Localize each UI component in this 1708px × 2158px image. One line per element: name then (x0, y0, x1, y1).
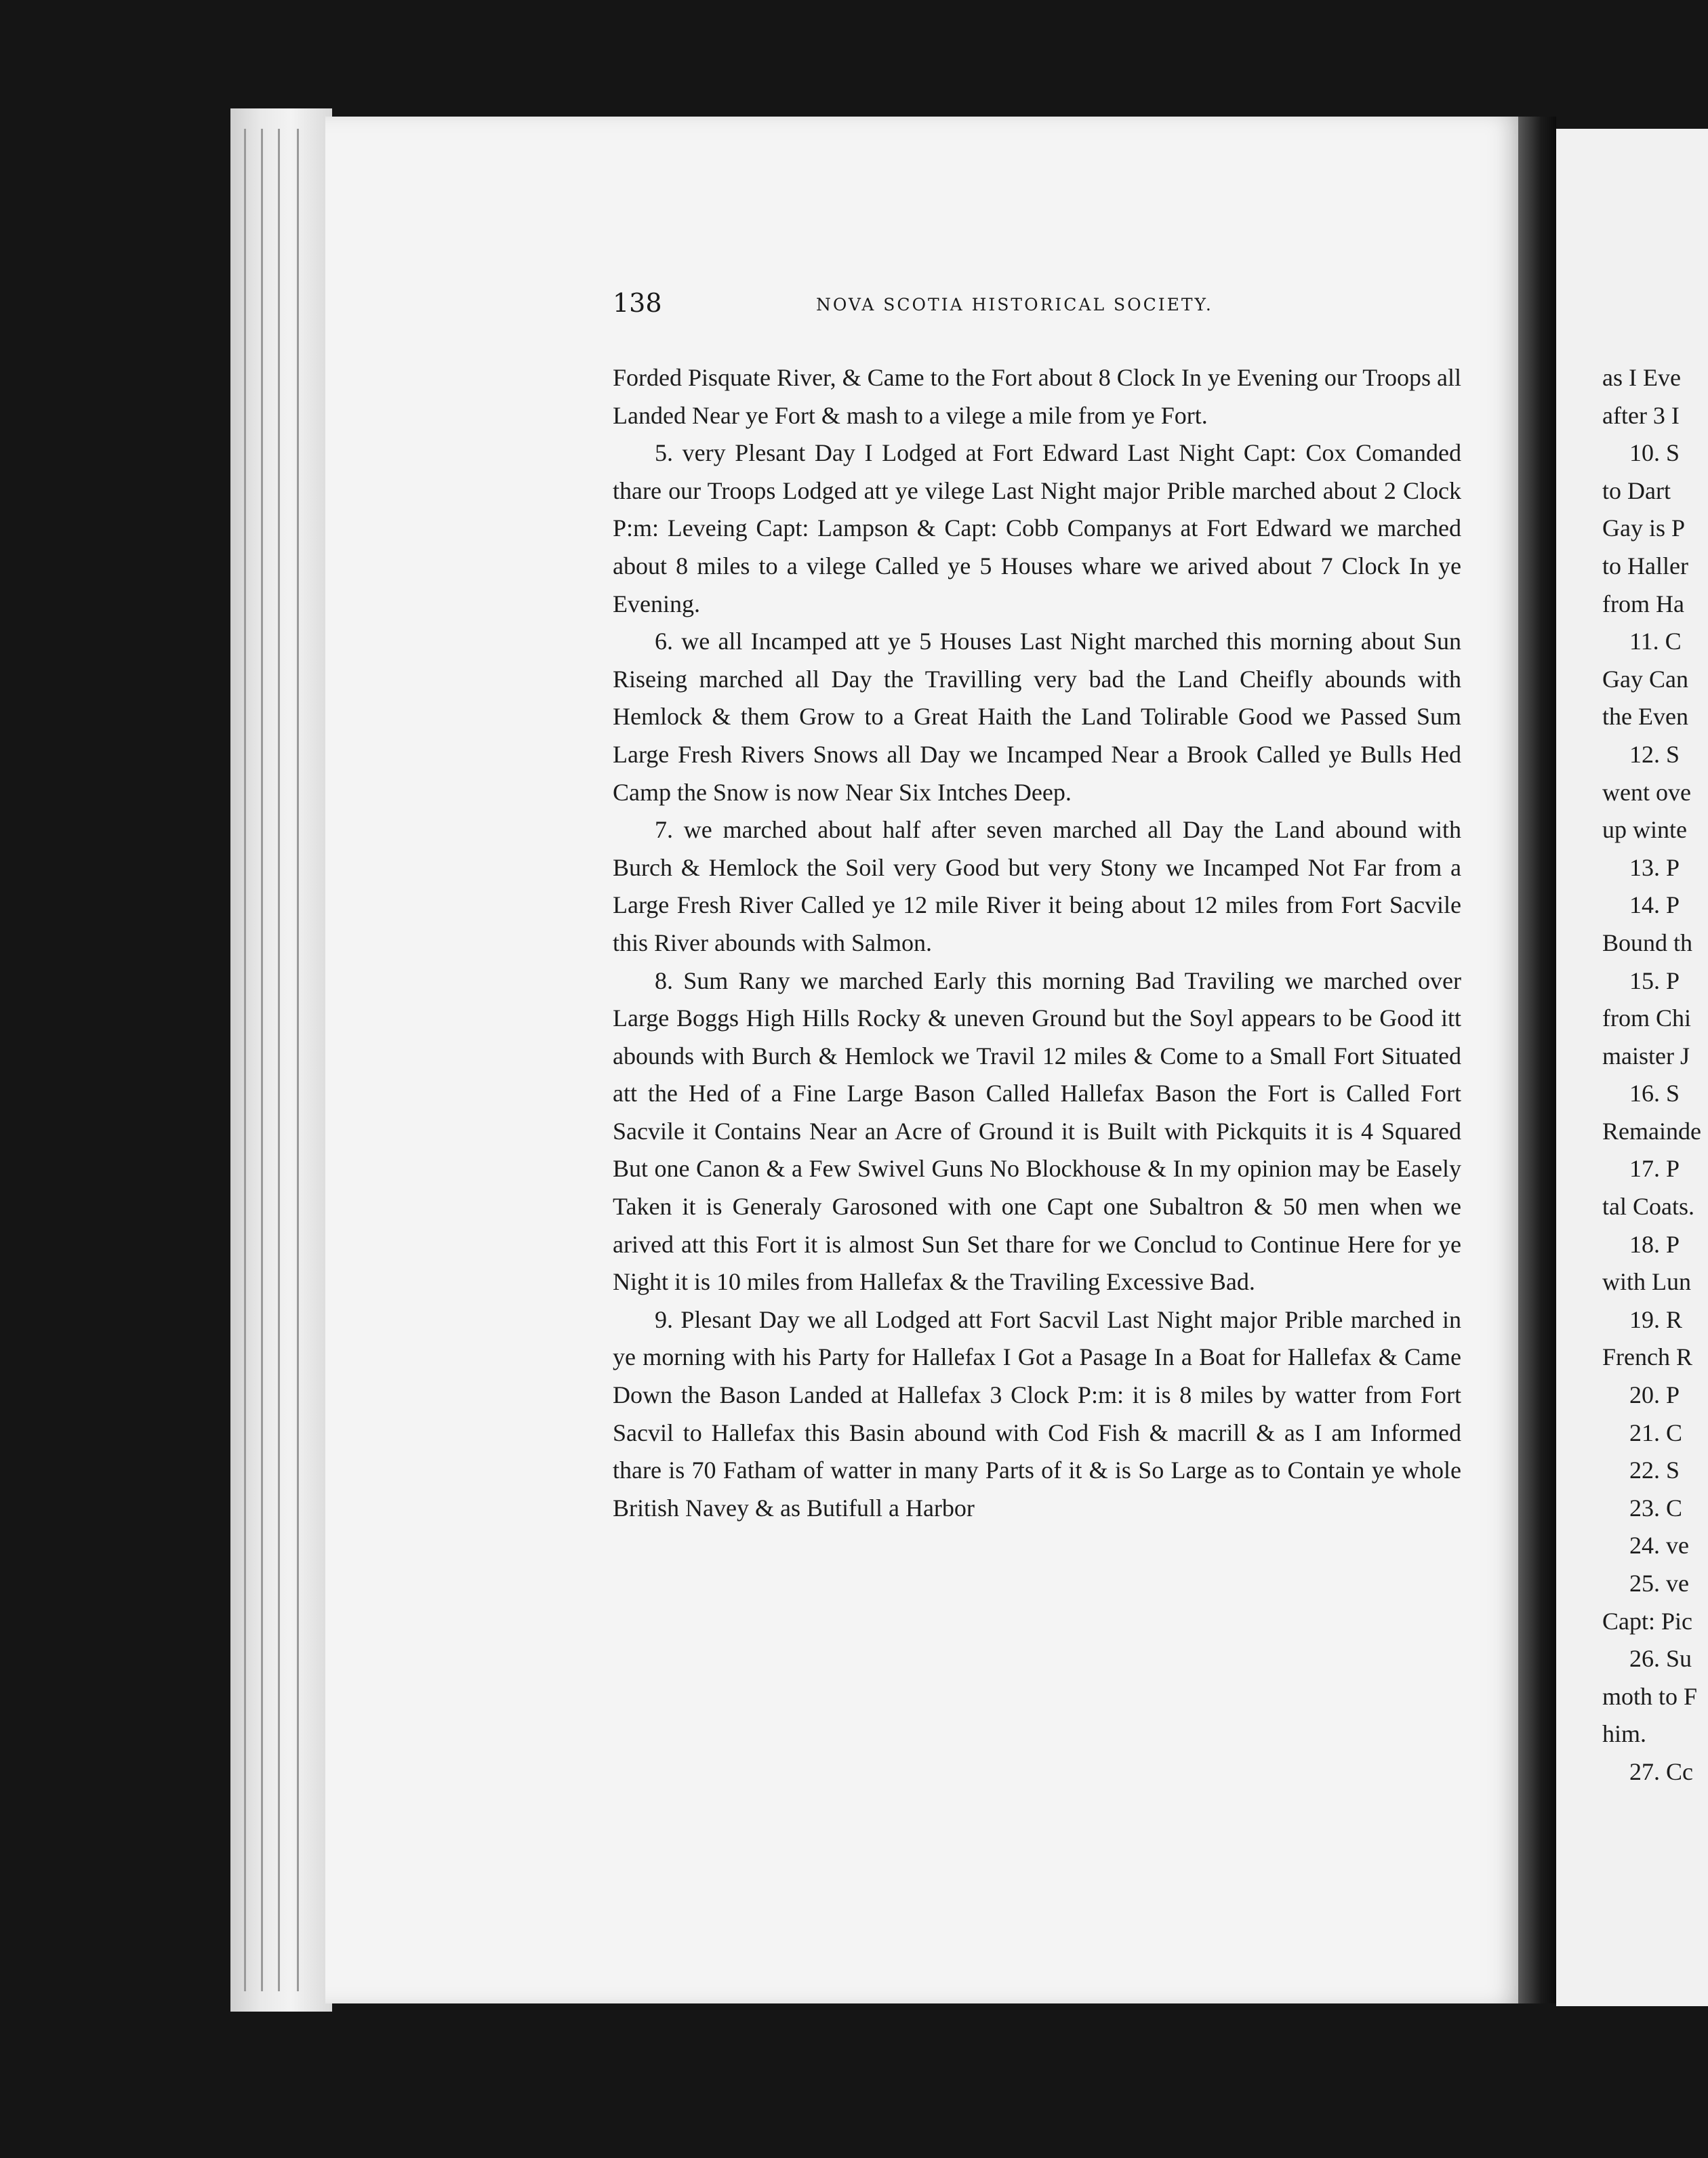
facing-page-text (1602, 359, 1708, 1791)
facing-page-line: after 3 I (1602, 401, 1680, 429)
entry-day-8: 8. Sum Rany we marched Early this morning Bad Traviling we marched over Large Boggs High Hills Rocky & uneven Ground but the Soyl appears to be Good itt abounds with Burch & Hemlock we Travil 12 miles & Come to a Small Fort Situated att the Hed of a Fine Large Bason Called Hallefax Bason the Fort is Called Fort Sacvile it Contains Near an Acre of Ground it is Built with Pickquits it is 4 Squared But one Canon & a Few Swivel Guns No Blockhouse & In my opinion may be Easely Taken it is Generaly Garosoned with one Capt one Subaltron & 50 men when we arived att this Fort it is almost Sun Set thare for we Conclud to Continue Here for ye Night it is 10 miles from Hallefax & the Traviling Excessive Bad. (613, 966, 1461, 1296)
facing-page-line: to Dart (1602, 476, 1671, 504)
facing-page-line: Capt: Pic (1602, 1607, 1692, 1635)
facing-page-line: 14. P (1629, 891, 1680, 919)
facing-page-line: Gay Can (1602, 665, 1688, 693)
facing-page-line: 19. R (1629, 1305, 1683, 1333)
facing-page-line: as I Eve (1602, 364, 1681, 391)
running-head: NOVA SCOTIA HISTORICAL SOCIETY. (816, 295, 1213, 314)
facing-page-line: 12. S (1629, 740, 1680, 768)
facing-page-line: from Chi (1602, 1004, 1691, 1032)
facing-page-line: 23. C (1629, 1494, 1683, 1522)
facing-page-line: 18. P (1629, 1230, 1680, 1258)
facing-page-line: Remainde (1602, 1117, 1701, 1145)
facing-page-line: up winte (1602, 816, 1687, 844)
facing-page-line: tal Coats. (1602, 1193, 1694, 1221)
facing-page-line: the Even (1602, 703, 1688, 731)
page-header (613, 288, 1473, 329)
facing-page-line: to Haller (1602, 552, 1688, 579)
page-stack-edge (230, 108, 332, 2012)
facing-page-line: Gay is P (1602, 514, 1686, 542)
facing-page-line: maister J (1602, 1042, 1690, 1070)
facing-page-line: with Lun (1602, 1268, 1691, 1296)
facing-page-line: 20. P (1629, 1381, 1680, 1409)
facing-page-line: from Ha (1602, 590, 1684, 617)
facing-page-line: 17. P (1629, 1155, 1680, 1183)
facing-page-line: French R (1602, 1343, 1692, 1371)
journal-text (613, 359, 1461, 1527)
facing-page-line: went ove (1602, 778, 1691, 806)
book-gutter (1518, 117, 1556, 2003)
entry-day-7: 7. we marched about half after seven marched all Day the Land abound with Burch & Hemlock the Soil very Good but very Stony we Incamped Not Far from a Large Fresh River Called ye 12 mile River it being about 12 miles from Fort Sacvile this River abounds with Salmon. (613, 816, 1461, 956)
entry-day-9: 9. Plesant Day we all Lodged att Fort Sacvil Last Night major Prible marched in ye morning with his Party for Hallefax I Got a Pasage In a Boat for Hallefax & Came Down the Bason Landed at Hallefax 3 Clock P:m: it is 8 miles by watter from Fort Sacvil to Hallefax this Basin abound with Cod Fish & macrill & as I am Informed thare is 70 Fatham of watter in many Parts of it & is So Large as to Contain ye whole British Navey & as Butifull a Harbor (613, 1305, 1461, 1522)
facing-page-line: 21. C (1629, 1419, 1683, 1446)
page-number: 138 (613, 288, 662, 318)
facing-page-line: 11. C (1629, 628, 1682, 655)
entry-day-6: 6. we all Incamped att ye 5 Houses Last Night marched this morning about Sun Riseing marched all Day the Travilling very bad the Land Cheifly abounds with Hemlock & them Grow to a Great Haith the Land Tolirable Good we Passed Sum Large Fresh Rivers Snows all Day we Incamped Near a Brook Called ye Bulls Hed Camp the Snow is now Near Six Intches Deep. (613, 628, 1461, 806)
entry-day-5: 5. very Plesant Day I Lodged at Fort Edward Last Night Capt: Cox Comanded thare our Troops Lodged att ye vilege Last Night major Prible marched about 2 Clock P:m: Leveing Capt: Lampson & Capt: Cobb Companys at Fort Edward we marched about 8 miles to a vilege Called ye 5 Houses whare we arived about 7 Clock In ye Evening. (613, 439, 1461, 617)
facing-page-line: 27. Cc (1629, 1757, 1693, 1785)
facing-page-line: him. (1602, 1720, 1647, 1748)
facing-page-line: 16. S (1629, 1080, 1680, 1107)
facing-page-line: Bound th (1602, 929, 1693, 956)
facing-page-line: 24. ve (1629, 1532, 1689, 1560)
facing-page-line: 26. Su (1629, 1645, 1692, 1673)
facing-page-line: 22. S (1629, 1457, 1680, 1484)
facing-page-line: 15. P (1629, 966, 1680, 994)
paragraph-continuation: Forded Pisquate River, & Came to the Fort about 8 Clock In ye Evening our Troops all Landed Near ye Fort & mash to a vilege a mile from ye Fort. (613, 364, 1461, 429)
facing-page-line: moth to F (1602, 1682, 1698, 1710)
facing-page-line: 13. P (1629, 853, 1680, 881)
facing-page-line: 25. ve (1629, 1570, 1689, 1597)
facing-page-line: 10. S (1629, 439, 1680, 467)
